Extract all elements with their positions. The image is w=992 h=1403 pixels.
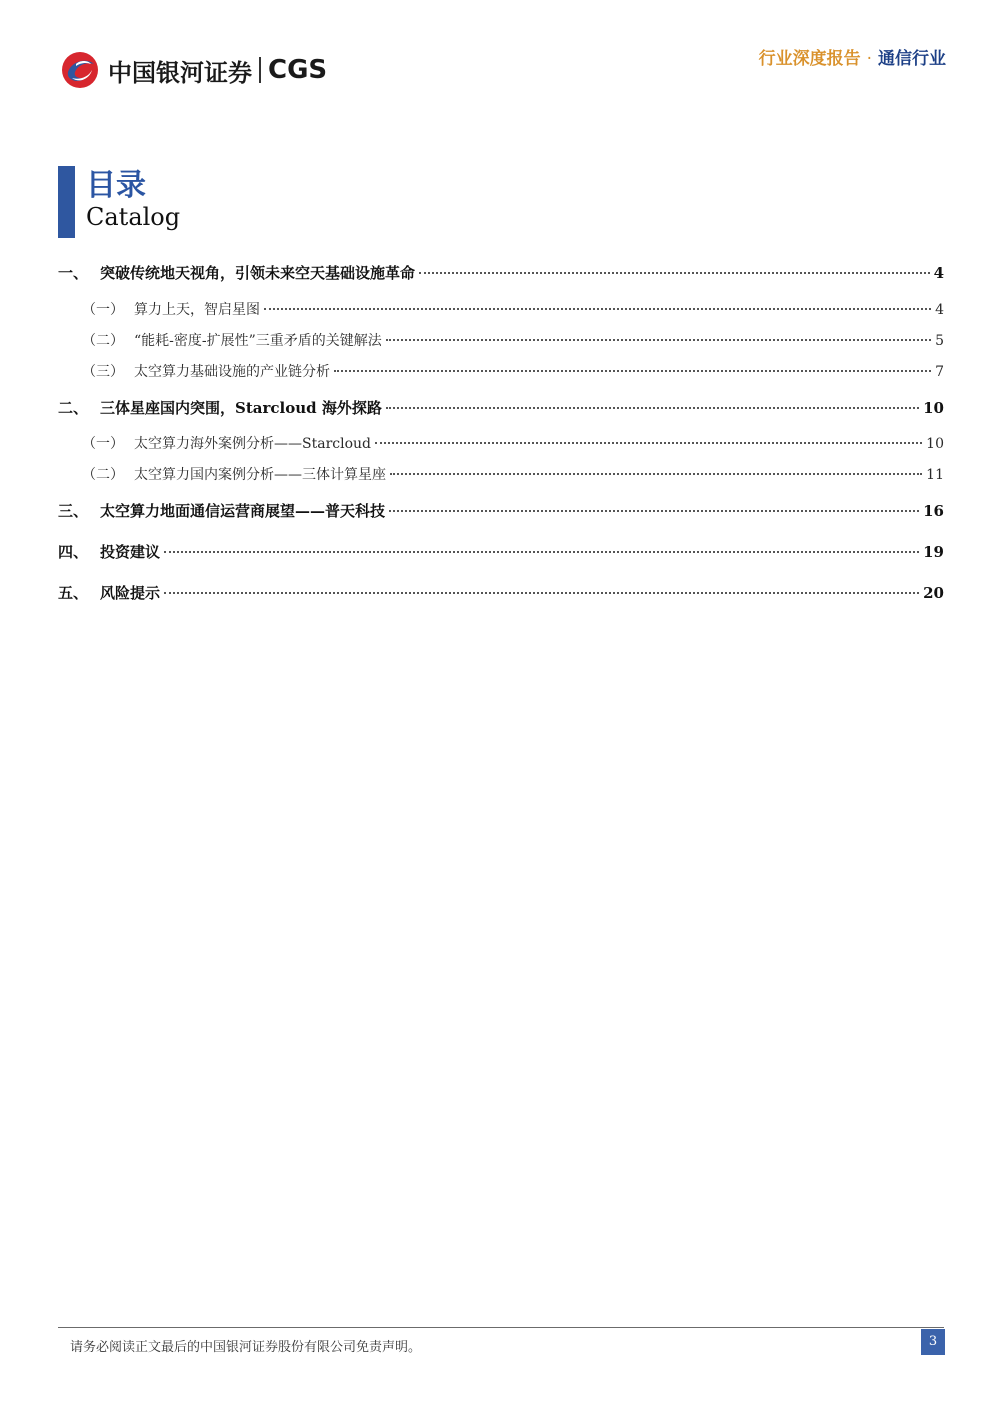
header-separator: · [866,49,872,69]
toc-leader-dots [264,308,931,310]
title-accent-bar [58,166,75,238]
toc-leader-dots [164,551,919,553]
toc-entry-title: 太空算力国内案例分析——三体计算星座 [134,467,386,483]
report-header-info [759,44,946,69]
toc-leader-dots [386,407,919,409]
toc-leader-dots [389,510,919,512]
toc-leader-dots [386,339,931,341]
toc-entry[interactable] [58,532,944,573]
toc-leader-dots [334,370,931,372]
toc-entry[interactable] [58,262,944,285]
toc-entry-number: 二、 [58,399,89,417]
page-number: 3 [921,1329,945,1355]
toc-entry-number: （一） [82,436,124,452]
toc-entry[interactable] [58,491,944,532]
toc-entry-page: 11 [926,467,944,483]
toc-entry-page: 16 [923,502,944,520]
toc-entry-title: 投资建议 [100,543,161,561]
toc-entry-number: （一） [82,302,124,318]
toc-entry[interactable] [58,460,944,491]
logo-english-name: CGS [268,55,328,85]
toc-entry[interactable] [58,357,944,388]
page-title: 目录 [86,168,146,203]
footer-disclaimer: 请务必阅读正文最后的中国银河证券股份有限公司免责声明。 [70,1340,422,1355]
toc-entry-title: 太空算力海外案例分析——Starcloud [134,436,371,452]
toc-entry-number: 五、 [58,584,89,602]
toc-entry[interactable] [58,295,944,326]
toc-entry-page: 4 [933,264,944,282]
logo-divider [259,57,261,83]
toc-leader-dots [164,592,919,594]
toc-entry-page: 5 [935,333,944,349]
toc-entry-number: 三、 [58,502,89,520]
page-subtitle: Catalog [86,203,181,231]
toc-entry[interactable] [58,326,944,357]
toc-entry-number: 四、 [58,543,89,561]
toc-entry-number: （二） [82,333,124,349]
toc-entry-title: 太空算力基础设施的产业链分析 [134,364,330,380]
toc-leader-dots [419,272,930,274]
toc-entry-page: 19 [923,543,944,561]
footer-divider [58,1327,944,1328]
toc-entry-page: 7 [935,364,944,380]
toc-entry-title: 三体星座国内突围，Starcloud 海外探路 [100,399,382,417]
table-of-contents [58,262,944,614]
toc-entry[interactable] [58,388,944,429]
toc-entry[interactable] [58,429,944,460]
report-type: 行业深度报告 [758,49,861,69]
company-logo [58,50,327,90]
toc-entry-title: 太空算力地面通信运营商展望——普天科技 [100,502,386,520]
toc-entry-title: 风险提示 [100,584,161,602]
industry-name: 通信行业 [878,49,946,69]
toc-entry[interactable] [58,573,944,614]
logo-chinese-name: 中国银河证券 [108,58,252,87]
toc-entry-number: 一、 [58,264,89,282]
toc-entry-title: 突破传统地天视角，引领未来空天基础设施革命 [100,264,416,282]
toc-entry-page: 10 [923,399,944,417]
galaxy-logo-icon [58,50,102,90]
toc-leader-dots [375,442,922,444]
toc-entry-title: 算力上天，智启星图 [134,302,260,318]
toc-entry-title: “能耗-密度-扩展性”三重矛盾的关键解法 [134,333,382,349]
toc-entry-number: （二） [82,467,124,483]
toc-entry-page: 20 [923,584,944,602]
toc-entry-number: （三） [82,364,124,380]
toc-leader-dots [390,473,922,475]
toc-entry-page: 4 [935,302,944,318]
toc-entry-page: 10 [926,436,944,452]
